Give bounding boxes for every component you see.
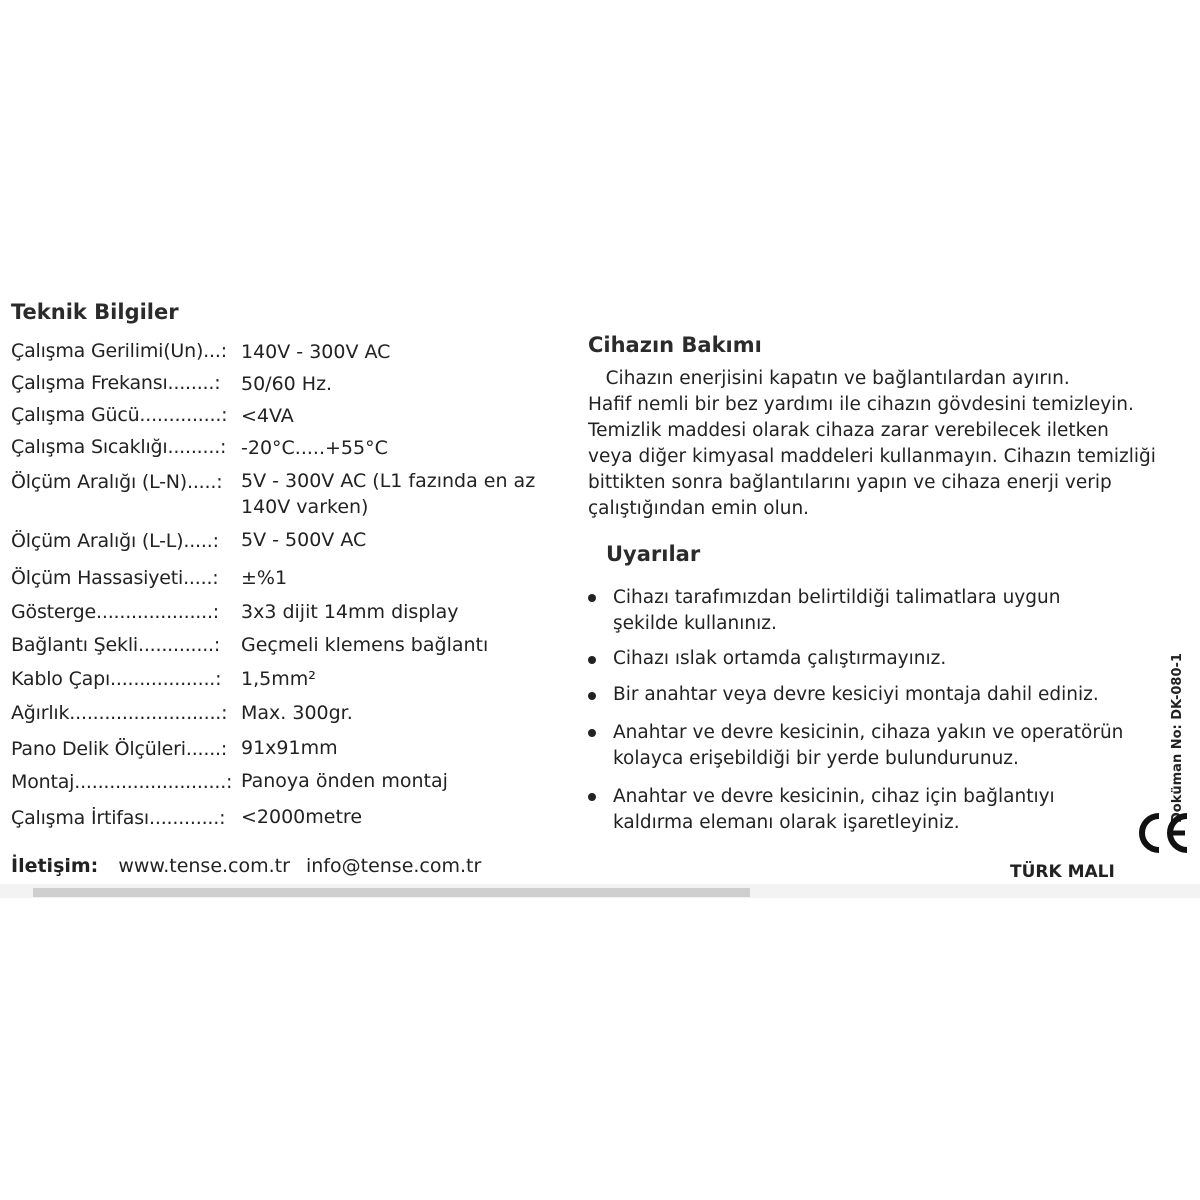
warnings-heading: Uyarılar: [606, 542, 701, 566]
spec-value: Geçmeli klemens bağlantı: [241, 634, 489, 656]
spec-value: ±%1: [241, 567, 288, 589]
maintenance-line: Cihazın enerjisini kapatın ve bağlantılardan ayırın.: [588, 368, 1070, 389]
contact-line: [11, 855, 481, 877]
spec-label: Çalışma İrtifası............:: [11, 807, 226, 829]
bullet-icon: [588, 692, 596, 700]
bullet-icon: [588, 729, 596, 737]
spec-label: Çalışma Frekansı........:: [11, 372, 221, 394]
maintenance-line: Temizlik maddesi olarak cihaza zarar verebilecek iletken: [588, 420, 1109, 441]
spec-label: Ağırlık..........................:: [11, 702, 228, 724]
spec-value: <2000metre: [241, 806, 363, 828]
spec-value: 5V - 500V AC: [241, 529, 367, 551]
bullet-icon: [588, 656, 596, 664]
made-in-label: TÜRK MALI: [1010, 862, 1115, 882]
spec-value: <4VA: [241, 405, 294, 427]
spec-value-continued: 140V varken): [241, 496, 369, 518]
spec-value: 50/60 Hz.: [241, 373, 333, 395]
warning-line: Anahtar ve devre kesicinin, cihaz için bağlantıyı: [613, 786, 1055, 807]
spec-label: Ölçüm Aralığı (L-L).....:: [11, 530, 219, 552]
spec-label: Bağlantı Şekli.............:: [11, 634, 221, 656]
warning-line: kolayca erişebildiği bir yerde bulundurunuz.: [613, 748, 1019, 769]
spec-label: Montaj..........................:: [11, 771, 233, 793]
spec-value: Max. 300gr.: [241, 702, 353, 724]
spec-label: Pano Delik Ölçüleri......:: [11, 738, 228, 760]
warning-line: kaldırma elemanı olarak işaretleyiniz.: [613, 812, 960, 833]
spec-label: Ölçüm Hassasiyeti.....:: [11, 567, 219, 589]
spec-value: -20°C.....+55°C: [241, 437, 388, 459]
bullet-icon: [588, 793, 596, 801]
spec-label: Çalışma Gücü..............:: [11, 404, 228, 426]
maintenance-line: çalıştığından emin olun.: [588, 498, 810, 519]
spec-value: 5V - 300V AC (L1 fazında en az: [241, 470, 536, 492]
spec-label: Çalışma Gerilimi(Un)...:: [11, 340, 227, 362]
document-number: Doküman No: DK-080-1: [1170, 653, 1185, 823]
spec-label: Çalışma Sıcaklığı.........:: [11, 436, 227, 458]
website-link[interactable]: www.tense.com.tr: [118, 855, 290, 877]
warning-line: Bir anahtar veya devre kesiciyi montaja dahil ediniz.: [613, 684, 1099, 705]
spec-value: 3x3 dijit 14mm display: [241, 601, 459, 623]
warning-line: Anahtar ve devre kesicinin, cihaza yakın ve operatörün: [613, 722, 1124, 743]
email-link[interactable]: info@tense.com.tr: [305, 855, 482, 877]
maintenance-line: bittikten sonra bağlantılarını yapın ve cihaza enerji verip: [588, 472, 1112, 493]
contact-label: İletişim:: [11, 855, 99, 877]
ce-mark-icon: [1133, 812, 1191, 858]
scrollbar-thumb[interactable]: [33, 888, 750, 897]
maintenance-heading: Cihazın Bakımı: [588, 333, 762, 357]
spec-label: Ölçüm Aralığı (L-N).....:: [11, 471, 223, 493]
spec-value: 91x91mm: [241, 737, 338, 759]
spec-label: Gösterge....................:: [11, 601, 220, 623]
warning-line: şekilde kullanınız.: [613, 613, 777, 634]
spec-value: 1,5mm²: [241, 668, 316, 690]
spec-label: Kablo Çapı..................:: [11, 668, 222, 690]
spec-value: 140V - 300V AC: [241, 341, 391, 363]
maintenance-line: veya diğer kimyasal maddeleri kullanmayın. Cihazın temizliği: [588, 446, 1156, 467]
spec-value: Panoya önden montaj: [241, 770, 448, 792]
tech-specs-heading: Teknik Bilgiler: [11, 300, 179, 324]
maintenance-line: Hafif nemli bir bez yardımı ile cihazın gövdesini temizleyin.: [588, 394, 1134, 415]
warning-line: Cihazı tarafımızdan belirtildiği talimatlara uygun: [613, 587, 1061, 608]
maintenance-paragraph: [588, 366, 1188, 522]
bullet-icon: [588, 594, 596, 602]
warning-line: Cihazı ıslak ortamda çalıştırmayınız.: [613, 648, 947, 669]
